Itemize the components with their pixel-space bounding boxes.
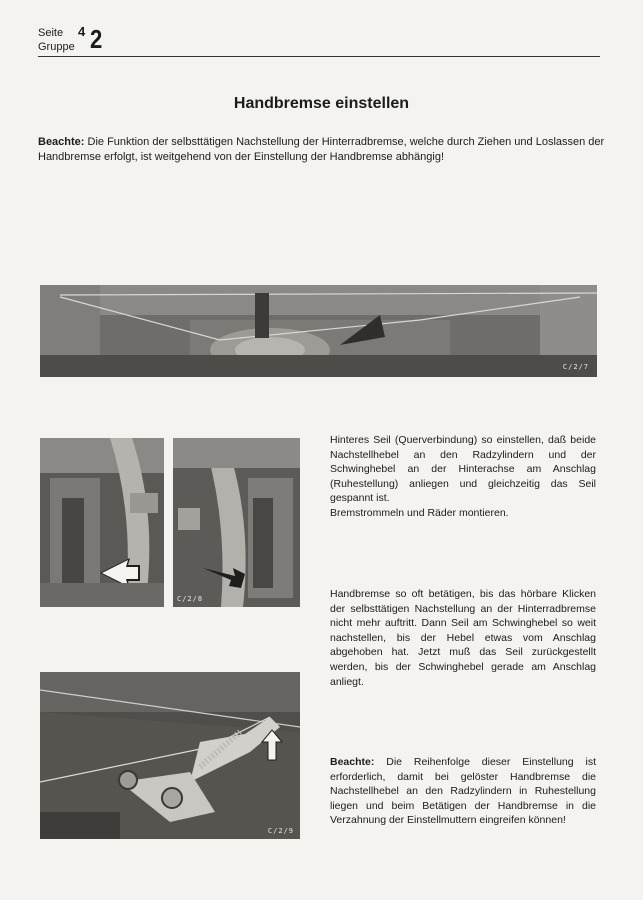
page-label: Seite (38, 27, 64, 39)
paragraph-seil (330, 433, 596, 521)
figure-code: C/2/9 (267, 827, 294, 835)
page-header (38, 24, 600, 57)
rear-axle-illustration (40, 285, 597, 377)
brake-photo-left (40, 438, 164, 607)
group-number: 2 (90, 24, 103, 54)
page-number: 4 (78, 24, 86, 39)
figure-code: C/2/8 (177, 595, 204, 603)
brake-right-illustration (173, 438, 300, 607)
group-label: Gruppe (38, 41, 75, 53)
note-text: Die Funktion der selbsttätigen Nachstellung der Hinterradbremse, welche durch Ziehen und Loslassen der Handbremse erfolgt, ist weitgehend von der Einstellung der Handbremse abhängig! (38, 136, 605, 163)
paragraph-montieren-text: Bremstrommeln und Räder montieren. (330, 506, 509, 519)
figure-code: C/2/7 (562, 363, 589, 371)
brake-left-illustration (40, 438, 164, 607)
lever-photo (40, 672, 300, 839)
paragraph-seil-text: Hinteres Seil (Querverbindung) so einstellen, daß beide Nachstellhebel an den Radzylindern und der Schwinghebel an der Hinterachse am Anschlag (Ruhestellung) anliegen und gleichzeitig das Seil gespannt ist. (330, 434, 596, 505)
page-title: Handbremse einstellen (233, 95, 410, 112)
beachte-label: Beachte: (330, 756, 375, 768)
rear-axle-photo (40, 285, 597, 377)
note-label: Beachte: (38, 136, 85, 148)
paragraph-handbremse: Handbremse so oft betätigen, bis das hörbare Klicken der selbsttätigen Nachstellung an der Hinterradbremse nicht mehr auftritt. Dann Seil am Schwinghebel so weit nachstellen, bis der Hebel etwas vom Anschlag abgehoben hat. Jetzt muß das Seil zurückgestellt werden, bis der Schwinghebel gerade am Anschlag anliegt. (330, 588, 596, 688)
brake-photo-right (173, 438, 300, 607)
intro-note (38, 135, 606, 164)
lever-illustration (40, 672, 300, 839)
beachte-text: Die Reihenfolge dieser Einstellung ist erforderlich, damit bei gelöster Handbremse die Nachstellhebel an den Radzylindern in Ruhestellung liegen und beim Betätigen der Handbremse in die Verzahnung der Einstellmuttern eingreifen können! (330, 756, 596, 827)
paragraph-beachte (330, 755, 596, 828)
